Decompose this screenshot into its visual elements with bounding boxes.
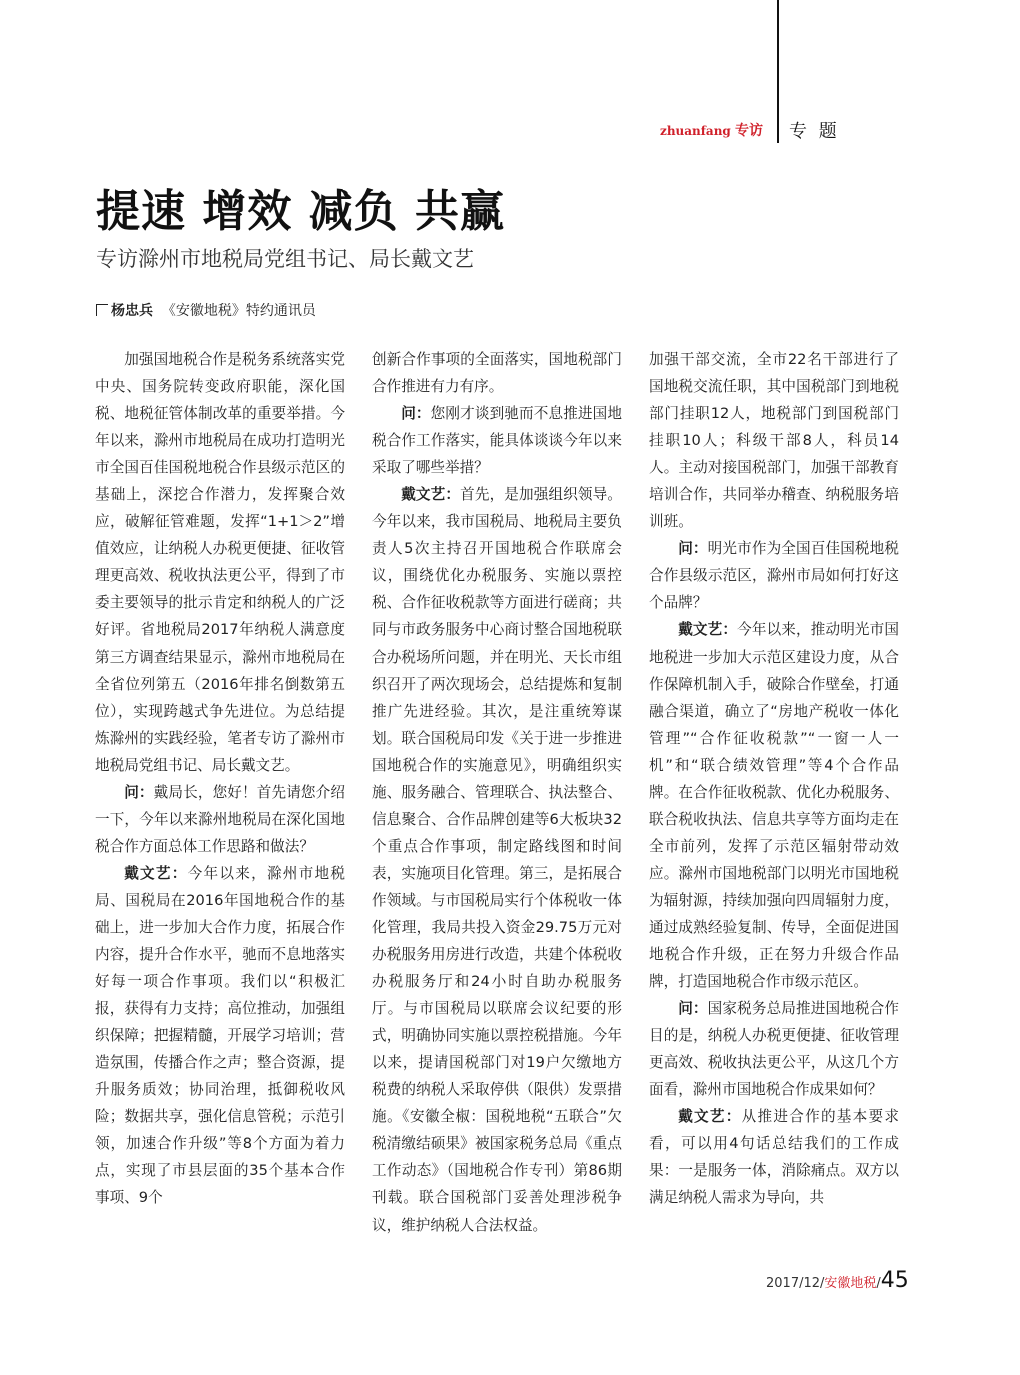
text-column-3 (649, 346, 899, 1212)
author-role: 《安徽地税》特约通讯员 (161, 303, 316, 319)
answer-text: 从推进合作的基本要求看，可以用4句话总结我们的工作成果：一是服务一体，消除痛点。双方以满足纳税人需求为导向，共 (649, 1108, 899, 1207)
question-label: 问： (124, 783, 154, 801)
article-subtitle: 专访滁州市地税局党组书记、局长戴文艺 (96, 247, 474, 271)
question-label: 问： (678, 1000, 708, 1018)
paragraph: 加强干部交流，全市22名干部进行了国地税交流任职，其中国税部门到地税部门挂职12人，地税部门到国税部门挂职10人；科级干部8人，科员14人。主动对接国税部门，加强干部教育培训合作，共同举办稽查、纳税服务培训班。 (649, 351, 899, 531)
paragraph (649, 1103, 899, 1211)
paragraph: 创新合作事项的全面落实，国地税部门合作推进有力有序。 (372, 351, 622, 396)
header-divider-line (777, 0, 779, 143)
byline-bracket-icon (96, 304, 108, 316)
paragraph (372, 481, 622, 1238)
answer-label: 戴文艺： (678, 621, 738, 639)
answer-text: 今年以来，滁州市地税局、国税局在2016年国地税合作的基础上，进一步加大合作力度，拓展合作内容，提升合作水平，驰而不息地落实好每一项合作事项。我们以“积极汇报，获得有力支持；高位推动，加强组织保障；把握精髓，开展学习培训；营造氛围，传播合作之声；整合资源，提升服务质效；协同治理，抵御税收风险；数据共享，强化信息管税；示范引领，加速合作升级”等8个方面为着力点，实现了市县层面的35个基本合作事项、9个 (95, 864, 345, 1207)
page-number: 45 (880, 1268, 909, 1293)
author-name: 杨忠兵 (111, 303, 153, 319)
paragraph (649, 616, 899, 995)
magazine-name: 安徽地税 (824, 1276, 877, 1291)
byline (96, 300, 316, 320)
question-label: 问： (401, 405, 431, 423)
text-column-1 (95, 346, 345, 1212)
paragraph (95, 779, 345, 860)
question-text: 您刚才谈到驰而不息推进国地税合作工作落实，能具体谈谈今年以来采取了哪些举措？ (372, 405, 622, 477)
answer-label: 戴文艺： (678, 1108, 742, 1126)
answer-text: 今年以来，推动明光市国地税进一步加大示范区建设力度，从合作保障机制入手，破除合作壁垒，打通融合渠道，确立了“房地产税收一体化管理”“合作征收税款”“一窗一人一机”和“联合绩效管理”等4个合作品牌。在合作征收税款、优化办税服务、联合税收执法、信息共享等方面均走在全市前列，发挥了示范区辐射带动效应。滁州市国地税部门以明光市国地税为辐射源，持续加强向四周辐射力度，通过成熟经验复制、传导，全面促进国地税合作升级，正在努力升级合作品牌，打造国地税合作市级示范区。 (649, 621, 899, 991)
paragraph: 加强国地税合作是税务系统落实党中央、国务院转变政府职能，深化国税、地税征管体制改革的重要举措。今年以来，滁州市地税局在成功打造明光市全国百佳国税地税合作县级示范区的基础上，深挖合作潜力，发挥聚合效应，破解征管难题，发挥“1+1＞2”增值效应，让纳税人办税更便捷、征收管理更高效、税收执法更公平，得到了市委主要领导的批示肯定和纳税人的广泛好评。省地税局2017年纳税人满意度第三方调查结果显示，滁州市地税局在全省位列第五（2016年排名倒数第五位），实现跨越式争先进位。为总结提炼滁州的实践经验，笔者专访了滁州市地税局党组书记、局长戴文艺。 (95, 351, 345, 774)
question-label: 问： (678, 540, 708, 558)
paragraph (95, 860, 345, 1212)
page-footer (766, 1268, 909, 1293)
article-title: 提速 增效 减负 共赢 (96, 186, 505, 237)
answer-label: 戴文艺： (124, 864, 188, 882)
paragraph (372, 400, 622, 481)
section-label-interview: 专访 (735, 123, 763, 139)
question-text: 明光市作为全国百佳国税地税合作县级示范区，滁州市局如何打好这个品牌？ (649, 540, 899, 612)
section-label-feature: 专 题 (789, 121, 840, 142)
answer-label: 戴文艺： (401, 486, 461, 504)
text-column-2 (372, 346, 622, 1239)
issue-date: 2017/12/ (766, 1276, 825, 1291)
question-text: 国家税务总局推进国地税合作目的是，纳税人办税更便捷、征收管理更高效、税收执法更公平，从这几个方面看，滁州市国地税合作成果如何？ (649, 1000, 899, 1099)
paragraph (649, 995, 899, 1103)
section-pinyin: zhuanfang (660, 124, 731, 138)
question-text: 戴局长，您好！首先请您介绍一下，今年以来滁州地税局在深化国地税合作方面总体工作思路和做法？ (95, 783, 345, 855)
footer-separator: / (876, 1276, 881, 1291)
answer-text: 首先，是加强组织领导。今年以来，我市国税局、地税局主要负责人5次主持召开国地税合作联席会议，围绕优化办税服务、实施以票控税、合作征收税款等方面进行磋商；共同与市政务服务中心商讨整合国地税联合办税场所问题，并在明光、天长市组织召开了两次现场会，总结提炼和复制推广先进经验。其次，是注重统筹谋划。联合国税局印发《关于进一步推进国地税合作的实施意见》，明确组织实施、服务融合、管理联合、执法整合、信息聚合、合作品牌创建等6大板块32个重点合作事项，制定路线图和时间表，实施项目化管理。第三，是拓展合作领域。与市国税局实行个体税收一体化管理，我局共投入资金29.75万元对办税服务用房进行改造，共建个体税收办税服务厅和24小时自助办税服务厅。与市国税局以联席会议纪要的形式，明确协同实施以票控税措施。今年以来，提请国税部门对19户欠缴地方税费的纳税人采取停供（限供）发票措施。《安徽全椒：国税地税“五联合”欠税清缴结硕果》被国家税务总局《重点工作动态》（国地税合作专刊）第86期刊载。联合国税部门妥善处理涉税争议，维护纳税人合法权益。 (372, 486, 622, 1234)
paragraph (649, 535, 899, 616)
